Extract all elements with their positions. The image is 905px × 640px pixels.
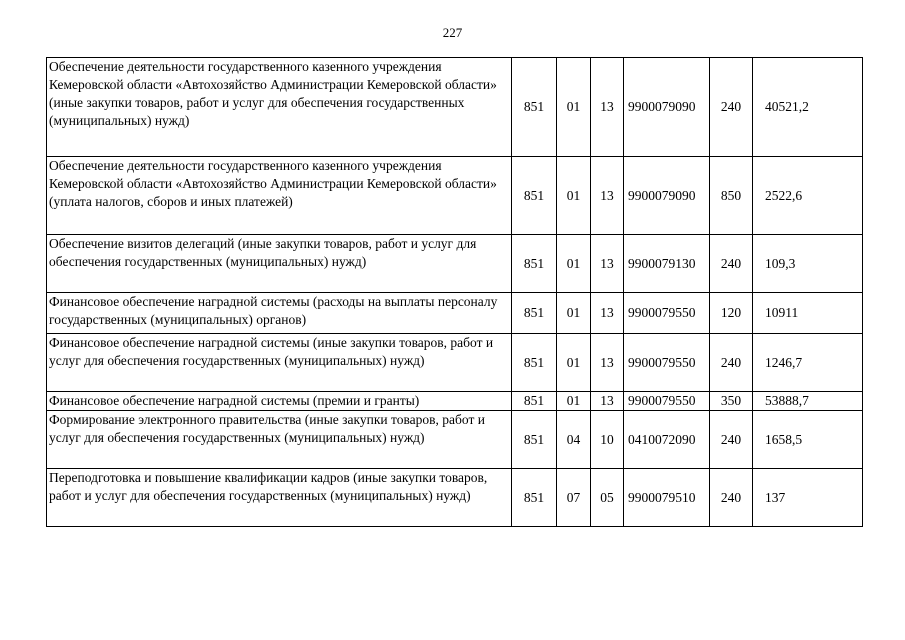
expense-type-cell: 240 <box>710 334 753 392</box>
target-article-cell: 9900079130 <box>624 235 710 293</box>
section-code-cell: 04 <box>557 411 591 469</box>
description-cell: Обеспечение деятельности государственного казенного учреждения Кемеровской области «Автохозяйство Администрации Кемеровской области» (иные закупки товаров, работ и услуг для обеспечения государственных (муниципальных) нужд) <box>47 58 512 157</box>
subsection-code-cell: 10 <box>591 411 624 469</box>
table-row <box>47 392 863 411</box>
description-cell: Формирование электронного правительства (иные закупки товаров, работ и услуг для обеспечения государственных (муниципальных) нужд) <box>47 411 512 469</box>
section-code-cell: 01 <box>557 157 591 235</box>
section-code-cell: 01 <box>557 334 591 392</box>
table-row <box>47 293 863 334</box>
target-article-cell: 0410072090 <box>624 411 710 469</box>
table-row <box>47 334 863 392</box>
department-code-cell: 851 <box>512 469 557 527</box>
subsection-code-cell: 13 <box>591 293 624 334</box>
description-cell: Обеспечение визитов делегаций (иные закупки товаров, работ и услуг для обеспечения государственных (муниципальных) нужд) <box>47 235 512 293</box>
table-row <box>47 58 863 157</box>
amount-cell: 109,3 <box>753 235 863 293</box>
expense-type-cell: 350 <box>710 392 753 411</box>
description-cell: Финансовое обеспечение наградной системы (премии и гранты) <box>47 392 512 411</box>
department-code-cell: 851 <box>512 157 557 235</box>
description-cell: Финансовое обеспечение наградной системы (иные закупки товаров, работ и услуг для обеспечения государственных (муниципальных) нужд) <box>47 334 512 392</box>
description-cell: Переподготовка и повышение квалификации кадров (иные закупки товаров, работ и услуг для обеспечения государственных (муниципальных) нужд) <box>47 469 512 527</box>
amount-cell: 1246,7 <box>753 334 863 392</box>
section-code-cell: 01 <box>557 58 591 157</box>
section-code-cell: 01 <box>557 235 591 293</box>
expense-type-cell: 240 <box>710 411 753 469</box>
expense-type-cell: 120 <box>710 293 753 334</box>
amount-cell: 53888,7 <box>753 392 863 411</box>
amount-cell: 2522,6 <box>753 157 863 235</box>
target-article-cell: 9900079550 <box>624 334 710 392</box>
section-code-cell: 01 <box>557 293 591 334</box>
table-row <box>47 235 863 293</box>
amount-cell: 40521,2 <box>753 58 863 157</box>
expense-type-cell: 240 <box>710 235 753 293</box>
amount-cell: 1658,5 <box>753 411 863 469</box>
subsection-code-cell: 13 <box>591 334 624 392</box>
subsection-code-cell: 13 <box>591 58 624 157</box>
department-code-cell: 851 <box>512 411 557 469</box>
section-code-cell: 07 <box>557 469 591 527</box>
description-cell: Финансовое обеспечение наградной системы (расходы на выплаты персоналу государственных (муниципальных) органов) <box>47 293 512 334</box>
table-row <box>47 157 863 235</box>
table-row <box>47 411 863 469</box>
department-code-cell: 851 <box>512 58 557 157</box>
section-code-cell: 01 <box>557 392 591 411</box>
page-number: 227 <box>442 25 463 40</box>
department-code-cell: 851 <box>512 293 557 334</box>
subsection-code-cell: 13 <box>591 157 624 235</box>
target-article-cell: 9900079090 <box>624 157 710 235</box>
amount-cell: 137 <box>753 469 863 527</box>
target-article-cell: 9900079090 <box>624 58 710 157</box>
target-article-cell: 9900079550 <box>624 392 710 411</box>
department-code-cell: 851 <box>512 392 557 411</box>
table-row <box>47 469 863 527</box>
expense-type-cell: 240 <box>710 58 753 157</box>
amount-cell: 10911 <box>753 293 863 334</box>
target-article-cell: 9900079510 <box>624 469 710 527</box>
expense-type-cell: 850 <box>710 157 753 235</box>
subsection-code-cell: 13 <box>591 235 624 293</box>
department-code-cell: 851 <box>512 334 557 392</box>
subsection-code-cell: 13 <box>591 392 624 411</box>
subsection-code-cell: 05 <box>591 469 624 527</box>
description-cell: Обеспечение деятельности государственного казенного учреждения Кемеровской области «Автохозяйство Администрации Кемеровской области» (уплата налогов, сборов и иных платежей) <box>47 157 512 235</box>
expense-type-cell: 240 <box>710 469 753 527</box>
budget-table <box>46 57 863 527</box>
department-code-cell: 851 <box>512 235 557 293</box>
target-article-cell: 9900079550 <box>624 293 710 334</box>
